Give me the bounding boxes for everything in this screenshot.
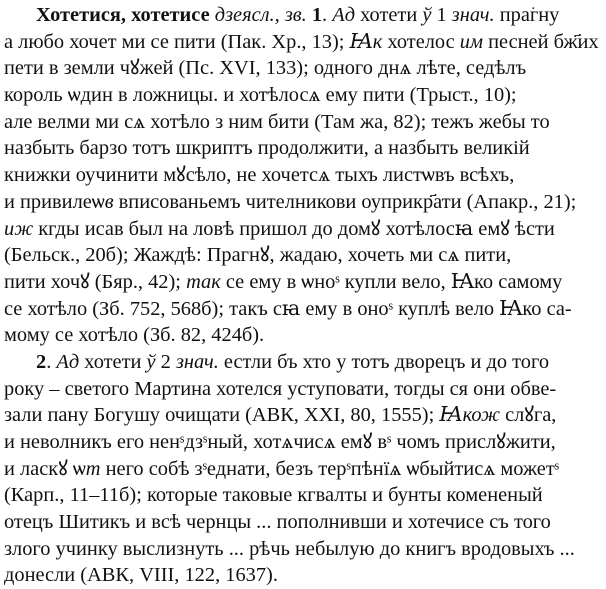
- text-run: 2: [155, 350, 176, 373]
- entry-text: [4, 2, 602, 589]
- bold-text: Хотетися, хотетисе: [36, 4, 210, 26]
- italic-text: знач.: [451, 4, 495, 26]
- text-run: еднати, безъ тер: [206, 457, 347, 480]
- text-run: пети в земли чꙋжей (Пс. XVI, 133); одного днѧ лѣте, седѣлъ: [4, 57, 527, 80]
- text-run: купли вело, Ꙗко самому: [339, 270, 563, 293]
- italic-text: Ꙗк: [349, 30, 383, 53]
- text-run: король ѡдин в ложницы. и хотѣлосѧ ему пити (Трыст., 10);: [4, 84, 517, 107]
- text-line: [4, 536, 602, 563]
- italic-text: иж: [4, 217, 34, 240]
- text-run: вписованьемъ чителникови оуприкр҃ати (Апакр., 21);: [113, 190, 577, 213]
- text-run: ˢ: [202, 457, 207, 480]
- text-line: [4, 109, 602, 136]
- text-line: [4, 242, 602, 269]
- text-run: злого учинку выслизнуть ... рѣчь небылую до книгъ вродовыхъ ...: [4, 537, 575, 560]
- text-run: ˢ: [180, 431, 185, 453]
- italic-text: Ад: [332, 4, 356, 26]
- text-line: [4, 322, 602, 349]
- bold-text: 1: [311, 4, 323, 26]
- text-run: донесли (АВК, VIII, 122, 1637).: [4, 564, 278, 587]
- italic-text: ў: [146, 350, 156, 373]
- text-line: [4, 216, 602, 243]
- text-run: слꙋга,: [500, 404, 557, 427]
- text-line: [4, 429, 602, 456]
- text-run: хотети: [355, 4, 423, 26]
- text-run: ˢ: [335, 270, 340, 293]
- text-run: а любо хочет ми се пити (Пак. Хр., 13);: [4, 30, 350, 53]
- text-run: зали пану Богушу очищати (АВК, XXI, 80, 1555);: [4, 404, 440, 427]
- text-run: .: [46, 350, 57, 373]
- text-run: хотети: [79, 350, 147, 373]
- italic-text: в: [104, 190, 114, 213]
- text-line: [4, 562, 602, 589]
- text-run: але велми ми сѧ хотѣло з ним бити (Там жа, 82); тежъ жебы то: [4, 110, 550, 133]
- italic-text: ў: [422, 4, 432, 26]
- italic-text: знач.: [175, 350, 219, 373]
- text-run: кгды исав был на ловѣ пришол до домꙋ хотѣлосꙗ емꙋ ѣсти: [33, 217, 555, 240]
- text-run: пра͘гну: [494, 4, 560, 26]
- text-line: [4, 2, 602, 29]
- text-run: ˢ: [388, 297, 393, 320]
- text-run: куплѣ вело Ꙗко са-: [392, 297, 572, 320]
- text-line: [4, 55, 602, 82]
- text-run: пѣнїѧ ѡбыйтисѧ может: [350, 457, 555, 480]
- text-line: [4, 349, 602, 376]
- text-run: .: [322, 4, 333, 26]
- text-line: [4, 456, 602, 483]
- text-run: него собѣ з: [100, 457, 203, 480]
- text-line: [4, 509, 602, 536]
- text-run: дз: [184, 431, 204, 453]
- bold-text: 2: [36, 350, 47, 373]
- italic-text: им: [459, 30, 483, 53]
- italic-text: Ꙗкож: [439, 404, 500, 427]
- text-run: отецъ Шитикъ и всѣ чернцы ... пополнивши и хотечисе съ того: [4, 511, 551, 534]
- text-run: и привилеѡ: [4, 190, 105, 213]
- text-line: [4, 189, 602, 216]
- text-line: [4, 482, 602, 509]
- text-run: ˢ: [203, 431, 208, 453]
- text-run: 1: [431, 4, 452, 26]
- italic-text: т: [85, 457, 101, 480]
- italic-text: так: [186, 270, 221, 293]
- text-line: [4, 296, 602, 323]
- text-run: и неволникъ его нен: [4, 431, 181, 453]
- text-run: хотелос: [382, 30, 460, 53]
- text-run: пити хочꙋ (Бяр., 42);: [4, 270, 187, 293]
- text-run: и ласкꙋ ѡ: [4, 457, 86, 480]
- text-run: ˢ: [346, 457, 351, 480]
- text-run: мому се хотѣло (Зб. 82, 424б).: [4, 324, 265, 347]
- text-run: (Карп., 11–11б); которые таковые кгвалты и бунты комененый: [4, 484, 543, 507]
- text-run: естли бъ хто у тотъ дворецъ и до того: [218, 350, 550, 373]
- text-run: чомъ прислꙋжити,: [391, 431, 556, 453]
- text-line: [4, 135, 602, 162]
- italic-text: Ад: [56, 350, 80, 373]
- text-run: книжки оучинити мꙋсѣло, не хочетсѧ тыхъ листѡвъ всѣхъ,: [4, 164, 515, 187]
- text-run: року – светого Мартина хотелся уступовати, тогды ся они обве-: [4, 377, 557, 400]
- text-run: ˢ: [554, 457, 560, 480]
- text-line: [4, 376, 602, 403]
- text-run: ный, хотѧчисѧ емꙋ в: [207, 431, 387, 453]
- text-run: ˢ: [386, 431, 392, 453]
- text-run: се хотѣло (Зб. 752, 568б); такъ сꙗ ему в оно: [4, 297, 389, 320]
- text-line: [4, 402, 602, 429]
- text-line: [4, 82, 602, 109]
- text-line: [4, 162, 602, 189]
- text-run: (Бельск., 20б); Жаждѣ: Прагнꙋ, жадаю, хочеть ми сѧ пити,: [4, 244, 512, 267]
- text-line: [4, 269, 602, 296]
- text-run: песней бж҃их: [483, 30, 599, 53]
- italic-text: дзеясл., зв.: [214, 4, 307, 26]
- text-line: [4, 29, 602, 56]
- text-run: се ему в ѡно: [220, 270, 336, 293]
- text-run: назбыть барзо тотъ шкриптъ продолжити, а назбыть великій: [4, 137, 530, 160]
